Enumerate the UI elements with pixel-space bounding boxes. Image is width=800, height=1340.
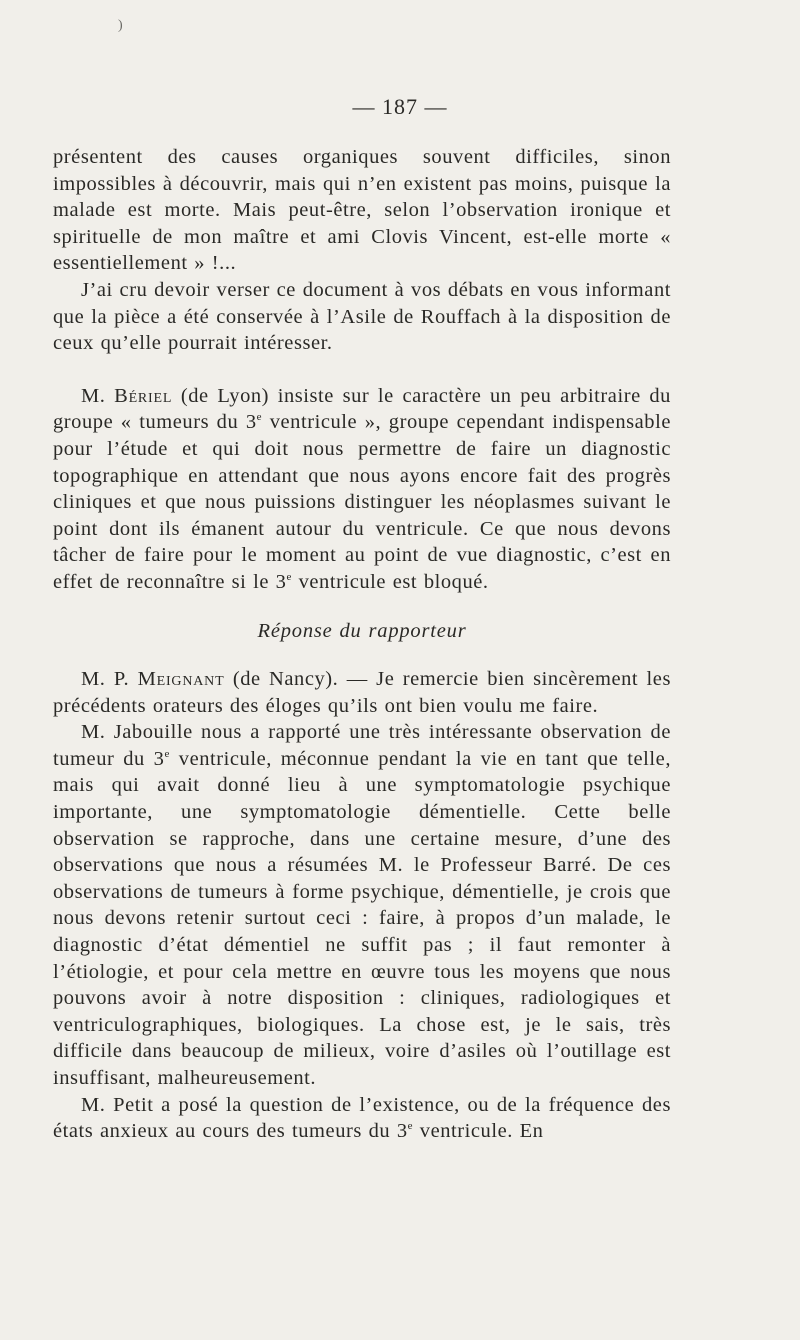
speaker-name: Meignant	[137, 668, 225, 691]
speaker-suffix: (de Nancy). —	[232, 668, 368, 691]
speaker-prefix: M. P.	[81, 668, 130, 691]
body-text	[53, 144, 671, 1145]
section-heading: Réponse du rapporteur	[257, 619, 467, 642]
paragraph-6: M. Petit a posé la question de l’existence, ou de la fréquence des états anxieux au cours des tumeurs du 3e ventricule. En	[53, 1093, 671, 1143]
paragraph-4: M. P. Meignant (de Nancy). — Je remercie bien sincèrement les précédents orateurs des éloges qu’ils ont bien voulu me faire.	[53, 668, 671, 717]
page-number: — 187 —	[352, 94, 448, 119]
paragraph-1: présentent des causes organiques souvent difficiles, sinon impossibles à découvrir, mais qui n’en existent pas moins, puisque la malade est morte. Mais peut-être, selon l’observation ironique et spirituelle de mon maître et ami Clovis Vincent, est-elle morte « essentiellement » !...	[53, 146, 671, 275]
speaker-name: Bériel	[114, 384, 173, 407]
speaker-prefix: M.	[81, 384, 106, 407]
paragraph-3: M. Bériel (de Lyon) insiste sur le caractère un peu arbitraire du groupe « tumeurs du 3e ventricule », groupe cependant indispensable pour l’étude et qui doit nous permettre de faire un diagnostic topographique en attendant que nous ayons encore fait des progrès cliniques et que nous puissions distinguer les néoplasmes suivant le point dont ils émanent autour du ventricule. Ce que nous devons tâcher de faire pour le moment au point de vue diagnostic, c’est en effet de reconnaître si le 3e ventricule est bloqué.	[53, 384, 671, 593]
speaker-suffix: (de Lyon)	[180, 384, 270, 407]
paragraph-2: J’ai cru devoir verser ce document à vos débats en vous informant que la pièce a été conservée à l’Asile de Rouffach à la disposition de ceux qu’elle pourrait intéresser.	[53, 278, 671, 355]
paragraph-5: M. Jabouille nous a rapporté une très intéressante observation de tumeur du 3e ventricule, méconnue pendant la vie en tant que telle, mais qui avait donné lieu à une symptomatologie psychique importante, une symptomatologie démentielle. Cette belle observation se rapproche, dans une certaine mesure, d’une des observations que nous a résumées M. le Professeur Barré. De ces observations de tumeurs à forme psychique, démentielle, je crois que nous devons retenir surtout ceci : faire, à propos d’un malade, le diagnostic d’état démentiel ne suffit pas ; il faut remonter à l’étiologie, et pour cela mettre en œuvre tous les moyens que nous pouvons avoir à notre disposition : cliniques, radiologiques et ventriculographiques, biologiques. La chose est, je le sais, très difficile dans beaucoup de milieux, voire d’asiles où l’outillage est insuffisant, malheureusement.	[53, 721, 671, 1089]
stray-mark: )	[118, 18, 123, 33]
